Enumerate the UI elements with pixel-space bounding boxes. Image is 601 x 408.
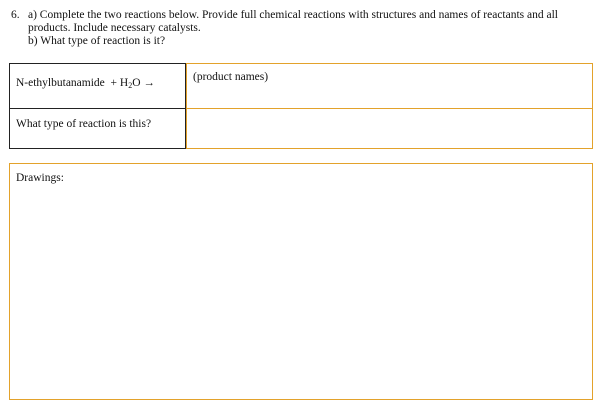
reaction-equation <box>16 77 155 90</box>
reaction-type-answer-cell[interactable] <box>186 108 593 149</box>
reaction-table <box>9 63 593 149</box>
reaction-type-question: What type of reaction is this? <box>16 118 152 130</box>
plus-water: + H <box>110 77 129 89</box>
reaction-type-question-cell <box>9 108 186 149</box>
drawings-label: Drawings: <box>16 172 64 184</box>
reactant-name: N-ethylbutanamide <box>16 77 105 89</box>
reaction-arrow-icon: → <box>143 77 155 89</box>
question-number: 6. <box>11 9 20 21</box>
reaction-equation-cell <box>9 63 186 109</box>
question-line-2: products. Include necessary catalysts. <box>28 22 201 34</box>
product-names-placeholder: (product names) <box>193 71 269 83</box>
question-line-1: a) Complete the two reactions below. Provide full chemical reactions with structures and names of reactants and all <box>28 9 558 21</box>
water-subscript: 2 <box>128 81 133 90</box>
product-answer-cell[interactable] <box>186 63 593 109</box>
drawings-box[interactable] <box>9 163 593 400</box>
question-text <box>28 9 596 48</box>
water-tail: O <box>132 77 141 89</box>
question-line-3: b) What type of reaction is it? <box>28 35 166 47</box>
